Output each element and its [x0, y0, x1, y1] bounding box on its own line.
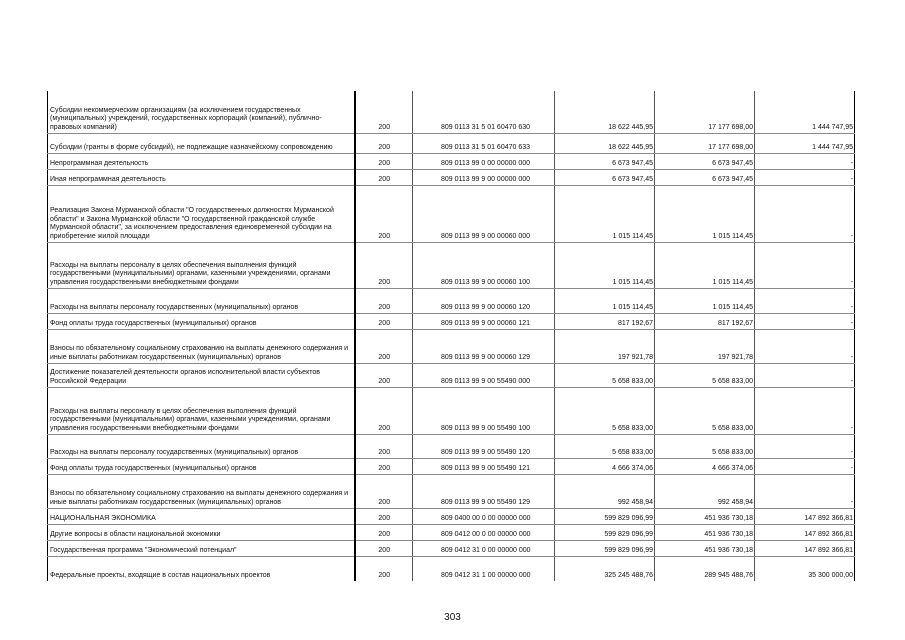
- row-plan: 992 458,94: [555, 474, 655, 508]
- row-code: 200: [355, 524, 413, 540]
- row-code: 200: [355, 153, 413, 169]
- row-code: 200: [355, 313, 413, 329]
- row-code: 200: [355, 329, 413, 363]
- row-code: 200: [355, 91, 413, 133]
- row-name: Другие вопросы в области национальной экономики: [48, 524, 355, 540]
- row-executed: 451 936 730,18: [655, 508, 755, 524]
- row-name: Реализация Закона Мурманской области "О государственных должностях Мурманской области" и Закона Мурманской области "О государственной гражданской службе Мурманской области", за исключением предоставления единовременной субсидии на приобретение жилой площади: [48, 185, 355, 242]
- row-plan: 5 658 833,00: [555, 434, 655, 458]
- row-kbk: 809 0113 99 9 00 00060 100: [413, 242, 555, 288]
- row-plan: 197 921,78: [555, 329, 655, 363]
- row-name: Расходы на выплаты персоналу государственных (муниципальных) органов: [48, 288, 355, 313]
- row-executed: 17 177 698,00: [655, 91, 755, 133]
- row-name: Фонд оплаты труда государственных (муниципальных) органов: [48, 458, 355, 474]
- row-plan: 1 015 114,45: [555, 185, 655, 242]
- row-remainder: -: [755, 434, 855, 458]
- row-code: 200: [355, 556, 413, 581]
- row-executed: 6 673 947,45: [655, 153, 755, 169]
- row-remainder: 1 444 747,95: [755, 91, 855, 133]
- table-row: [48, 91, 855, 133]
- row-kbk: 809 0113 99 9 00 00060 000: [413, 185, 555, 242]
- row-remainder: 147 892 366,81: [755, 508, 855, 524]
- table-row: [48, 242, 855, 288]
- table-row: [48, 133, 855, 153]
- row-plan: 1 015 114,45: [555, 242, 655, 288]
- row-executed: 197 921,78: [655, 329, 755, 363]
- row-executed: 5 658 833,00: [655, 363, 755, 387]
- row-plan: 18 622 445,95: [555, 133, 655, 153]
- row-name: Федеральные проекты, входящие в состав национальных проектов: [48, 556, 355, 581]
- row-kbk: 809 0113 31 5 01 60470 633: [413, 133, 555, 153]
- row-remainder: -: [755, 153, 855, 169]
- row-remainder: 147 892 366,81: [755, 524, 855, 540]
- row-executed: 1 015 114,45: [655, 242, 755, 288]
- row-remainder: -: [755, 387, 855, 434]
- row-code: 200: [355, 474, 413, 508]
- row-name: Государственная программа "Экономический потенциал": [48, 540, 355, 556]
- budget-execution-table: [47, 91, 855, 581]
- row-plan: 5 658 833,00: [555, 387, 655, 434]
- row-kbk: 809 0113 31 5 01 60470 630: [413, 91, 555, 133]
- row-code: 200: [355, 363, 413, 387]
- row-executed: 6 673 947,45: [655, 169, 755, 185]
- table-row: [48, 508, 855, 524]
- row-plan: 5 658 833,00: [555, 363, 655, 387]
- table-row: [48, 313, 855, 329]
- row-kbk: 809 0412 31 1 00 00000 000: [413, 556, 555, 581]
- table-row: [48, 474, 855, 508]
- row-name: Иная непрограммная деятельность: [48, 169, 355, 185]
- row-name: Достижение показателей деятельности органов исполнительной власти субъектов Российской Федерации: [48, 363, 355, 387]
- row-code: 200: [355, 434, 413, 458]
- row-name: Взносы по обязательному социальному страхованию на выплаты денежного содержания и иные выплаты работникам государственных (муниципальных) органов: [48, 329, 355, 363]
- page-number: 303: [444, 612, 461, 623]
- row-remainder: -: [755, 458, 855, 474]
- row-name: Расходы на выплаты персоналу в целях обеспечения выполнения функций государственными (муниципальными) органами, казенными учреждениями, органами управления государственными внебюджетными фондами: [48, 242, 355, 288]
- row-kbk: 809 0113 99 9 00 00000 000: [413, 169, 555, 185]
- table-row: [48, 434, 855, 458]
- row-name: Субсидии (гранты в форме субсидий), не подлежащие казначейскому сопровождению: [48, 133, 355, 153]
- row-name: Расходы на выплаты персоналу в целях обеспечения выполнения функций государственными (муниципальными) органами, казенными учреждениями, органами управления государственными внебюджетными фондами: [48, 387, 355, 434]
- row-name: Расходы на выплаты персоналу государственных (муниципальных) органов: [48, 434, 355, 458]
- row-remainder: -: [755, 363, 855, 387]
- row-code: 200: [355, 387, 413, 434]
- row-plan: 599 829 096,99: [555, 540, 655, 556]
- row-kbk: 809 0113 99 9 00 00060 121: [413, 313, 555, 329]
- row-kbk: 809 0113 99 9 00 55490 100: [413, 387, 555, 434]
- row-kbk: 809 0113 99 9 00 55490 000: [413, 363, 555, 387]
- row-plan: 599 829 096,99: [555, 508, 655, 524]
- table-row: [48, 540, 855, 556]
- row-remainder: -: [755, 242, 855, 288]
- row-code: 200: [355, 185, 413, 242]
- row-executed: 1 015 114,45: [655, 185, 755, 242]
- row-remainder: -: [755, 313, 855, 329]
- table-row: [48, 387, 855, 434]
- row-executed: 451 936 730,18: [655, 540, 755, 556]
- row-executed: 5 658 833,00: [655, 387, 755, 434]
- table-body: [48, 91, 855, 581]
- row-remainder: 147 892 366,81: [755, 540, 855, 556]
- row-kbk: 809 0400 00 0 00 00000 000: [413, 508, 555, 524]
- table-row: [48, 363, 855, 387]
- table-row: [48, 185, 855, 242]
- table-row: [48, 524, 855, 540]
- row-plan: 817 192,67: [555, 313, 655, 329]
- row-remainder: -: [755, 329, 855, 363]
- table-row: [48, 556, 855, 581]
- row-executed: 817 192,67: [655, 313, 755, 329]
- row-remainder: -: [755, 474, 855, 508]
- table-row: [48, 288, 855, 313]
- row-code: 200: [355, 242, 413, 288]
- row-executed: 17 177 698,00: [655, 133, 755, 153]
- row-executed: 451 936 730,18: [655, 524, 755, 540]
- row-name: НАЦИОНАЛЬНАЯ ЭКОНОМИКА: [48, 508, 355, 524]
- table-row: [48, 329, 855, 363]
- row-plan: 599 829 096,99: [555, 524, 655, 540]
- row-executed: 5 658 833,00: [655, 434, 755, 458]
- row-code: 200: [355, 458, 413, 474]
- row-kbk: 809 0113 99 9 00 55490 120: [413, 434, 555, 458]
- row-kbk: 809 0113 99 9 00 55490 129: [413, 474, 555, 508]
- row-kbk: 809 0113 99 9 00 00060 120: [413, 288, 555, 313]
- row-kbk: 809 0113 99 9 00 55490 121: [413, 458, 555, 474]
- row-remainder: -: [755, 185, 855, 242]
- row-executed: 992 458,94: [655, 474, 755, 508]
- row-kbk: 809 0412 31 0 00 00000 000: [413, 540, 555, 556]
- row-executed: 289 945 488,76: [655, 556, 755, 581]
- row-name: Субсидии некоммерческим организациям (за исключением государственных (муниципальных) учреждений, государственных корпораций (компаний), публично-правовых компаний): [48, 91, 355, 133]
- row-code: 200: [355, 133, 413, 153]
- row-code: 200: [355, 508, 413, 524]
- row-code: 200: [355, 288, 413, 313]
- row-name: Взносы по обязательному социальному страхованию на выплаты денежного содержания и иные выплаты работникам государственных (муниципальных) органов: [48, 474, 355, 508]
- row-kbk: 809 0113 99 0 00 00000 000: [413, 153, 555, 169]
- table-row: [48, 169, 855, 185]
- row-name: Фонд оплаты труда государственных (муниципальных) органов: [48, 313, 355, 329]
- row-executed: 1 015 114,45: [655, 288, 755, 313]
- row-code: 200: [355, 540, 413, 556]
- row-remainder: -: [755, 169, 855, 185]
- row-plan: 1 015 114,45: [555, 288, 655, 313]
- table-row: [48, 153, 855, 169]
- row-executed: 4 666 374,06: [655, 458, 755, 474]
- row-plan: 6 673 947,45: [555, 153, 655, 169]
- row-remainder: 1 444 747,95: [755, 133, 855, 153]
- row-name: Непрограммная деятельность: [48, 153, 355, 169]
- table-row: [48, 458, 855, 474]
- row-plan: 4 666 374,06: [555, 458, 655, 474]
- row-remainder: -: [755, 288, 855, 313]
- row-plan: 18 622 445,95: [555, 91, 655, 133]
- row-kbk: 809 0113 99 9 00 00060 129: [413, 329, 555, 363]
- row-plan: 325 245 488,76: [555, 556, 655, 581]
- row-remainder: 35 300 000,00: [755, 556, 855, 581]
- row-kbk: 809 0412 00 0 00 00000 000: [413, 524, 555, 540]
- row-plan: 6 673 947,45: [555, 169, 655, 185]
- row-code: 200: [355, 169, 413, 185]
